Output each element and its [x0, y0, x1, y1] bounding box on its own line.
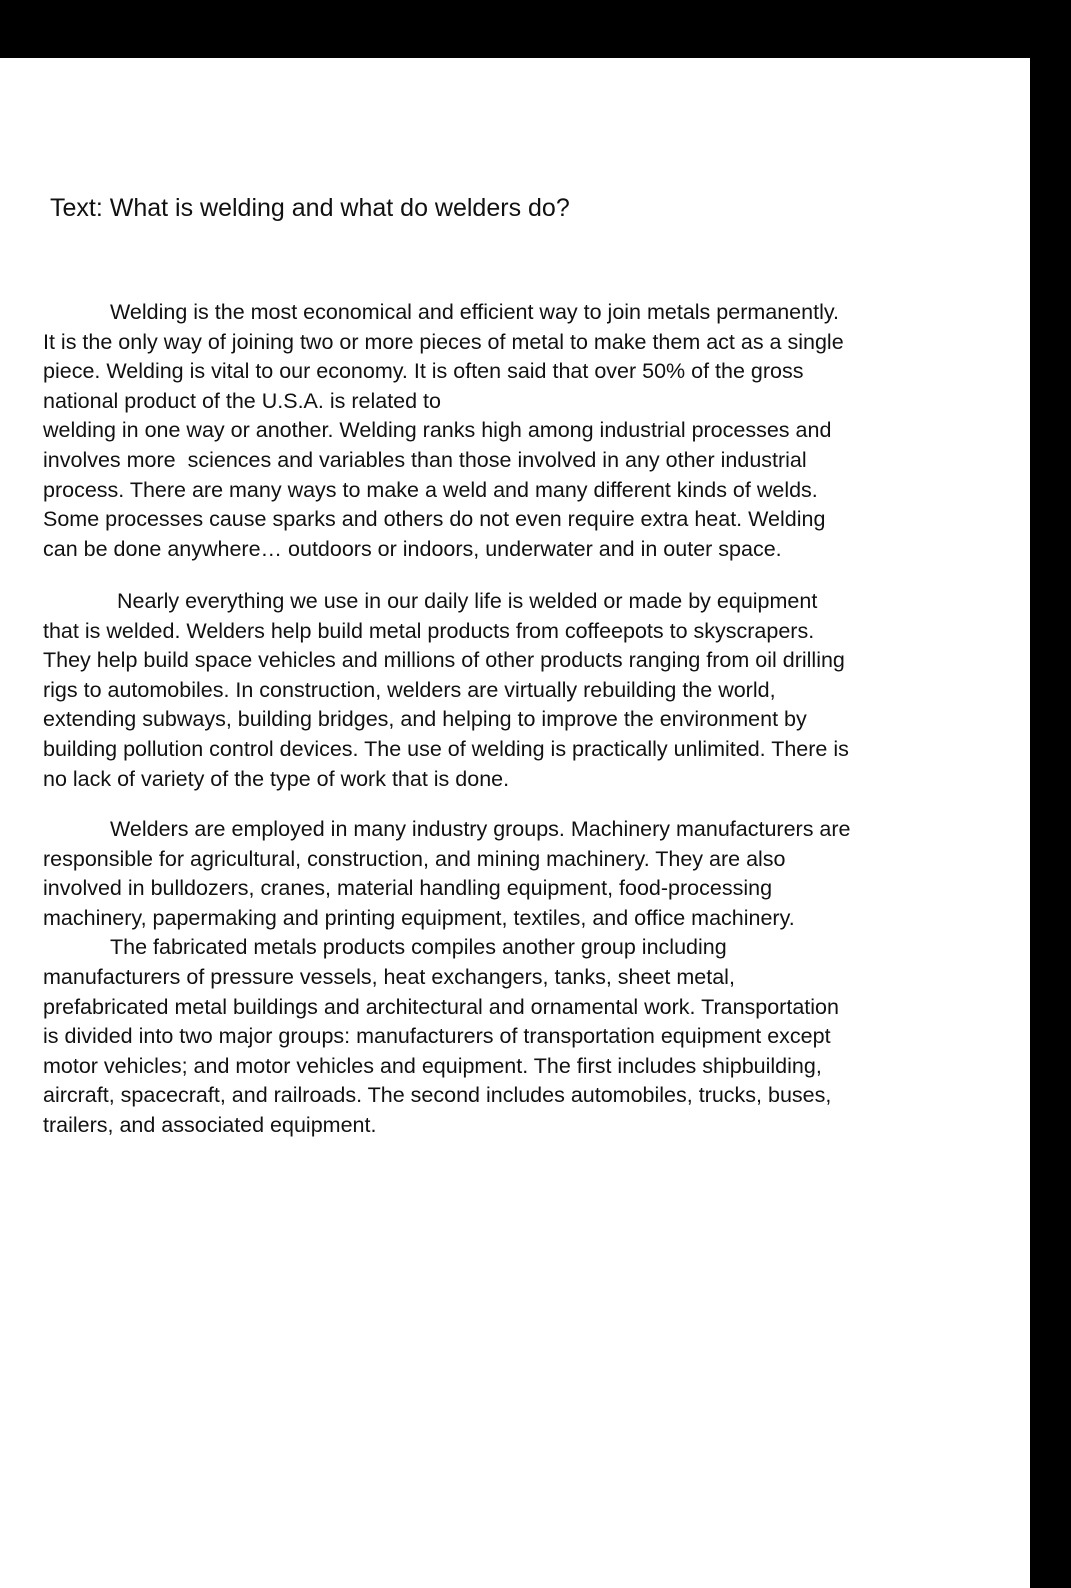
text-line: welding in one way or another. Welding ranks high among industrial processes and [43, 418, 832, 443]
text-line: can be done anywhere… outdoors or indoors, underwater and in outer space. [43, 536, 782, 561]
text-line: responsible for agricultural, construction, and mining machinery. They are also [43, 846, 786, 871]
text-line: aircraft, spacecraft, and railroads. The second includes automobiles, trucks, buses, [43, 1083, 832, 1108]
text-line: machinery, papermaking and printing equipment, textiles, and office machinery. [43, 905, 795, 930]
text-line: national product of the U.S.A. is related to [43, 388, 441, 413]
text-line: trailers, and associated equipment. [43, 1112, 377, 1137]
paragraph-1 [43, 298, 923, 564]
text-line: Welders are employed in many industry groups. Machinery manufacturers are [110, 817, 851, 841]
text-line: They help build space vehicles and millions of other products ranging from oil drilling [43, 648, 845, 673]
text-line: extending subways, building bridges, and helping to improve the environment by [43, 707, 807, 732]
paragraph-3 [43, 815, 923, 1141]
document-page [0, 58, 1030, 1588]
text-line: Welding is the most economical and efficient way to join metals permanently. [110, 300, 839, 324]
text-line: piece. Welding is vital to our economy. It is often said that over 50% of the gross [43, 359, 804, 384]
text-line: manufacturers of pressure vessels, heat exchangers, tanks, sheet metal, [43, 964, 735, 989]
text-line: no lack of variety of the type of work that is done. [43, 766, 510, 791]
text-line: prefabricated metal buildings and architectural and ornamental work. Transportation [43, 994, 839, 1019]
text-line: that is welded. Welders help build metal products from coffeepots to skyscrapers. [43, 618, 815, 643]
document-title: Text: What is welding and what do welders do? [50, 194, 570, 222]
text-line: It is the only way of joining two or more pieces of metal to make them act as a single [43, 329, 844, 354]
text-line: process. There are many ways to make a weld and many different kinds of welds. [43, 477, 818, 502]
text-line: involves more sciences and variables than those involved in any other industrial [43, 447, 807, 472]
text-line: Nearly everything we use in our daily life is welded or made by equipment [117, 589, 818, 613]
paragraph-2 [43, 587, 923, 794]
text-line: building pollution control devices. The use of welding is practically unlimited. There is [43, 736, 849, 761]
text-line: The fabricated metals products compiles another group including [110, 935, 727, 960]
text-line: Some processes cause sparks and others do not even require extra heat. Welding [43, 507, 826, 532]
text-line: motor vehicles; and motor vehicles and equipment. The first includes shipbuilding, [43, 1053, 822, 1078]
text-line: involved in bulldozers, cranes, material handling equipment, food-processing [43, 876, 773, 901]
text-line: rigs to automobiles. In construction, welders are virtually rebuilding the world, [43, 677, 776, 702]
text-line: is divided into two major groups: manufacturers of transportation equipment except [43, 1024, 831, 1049]
